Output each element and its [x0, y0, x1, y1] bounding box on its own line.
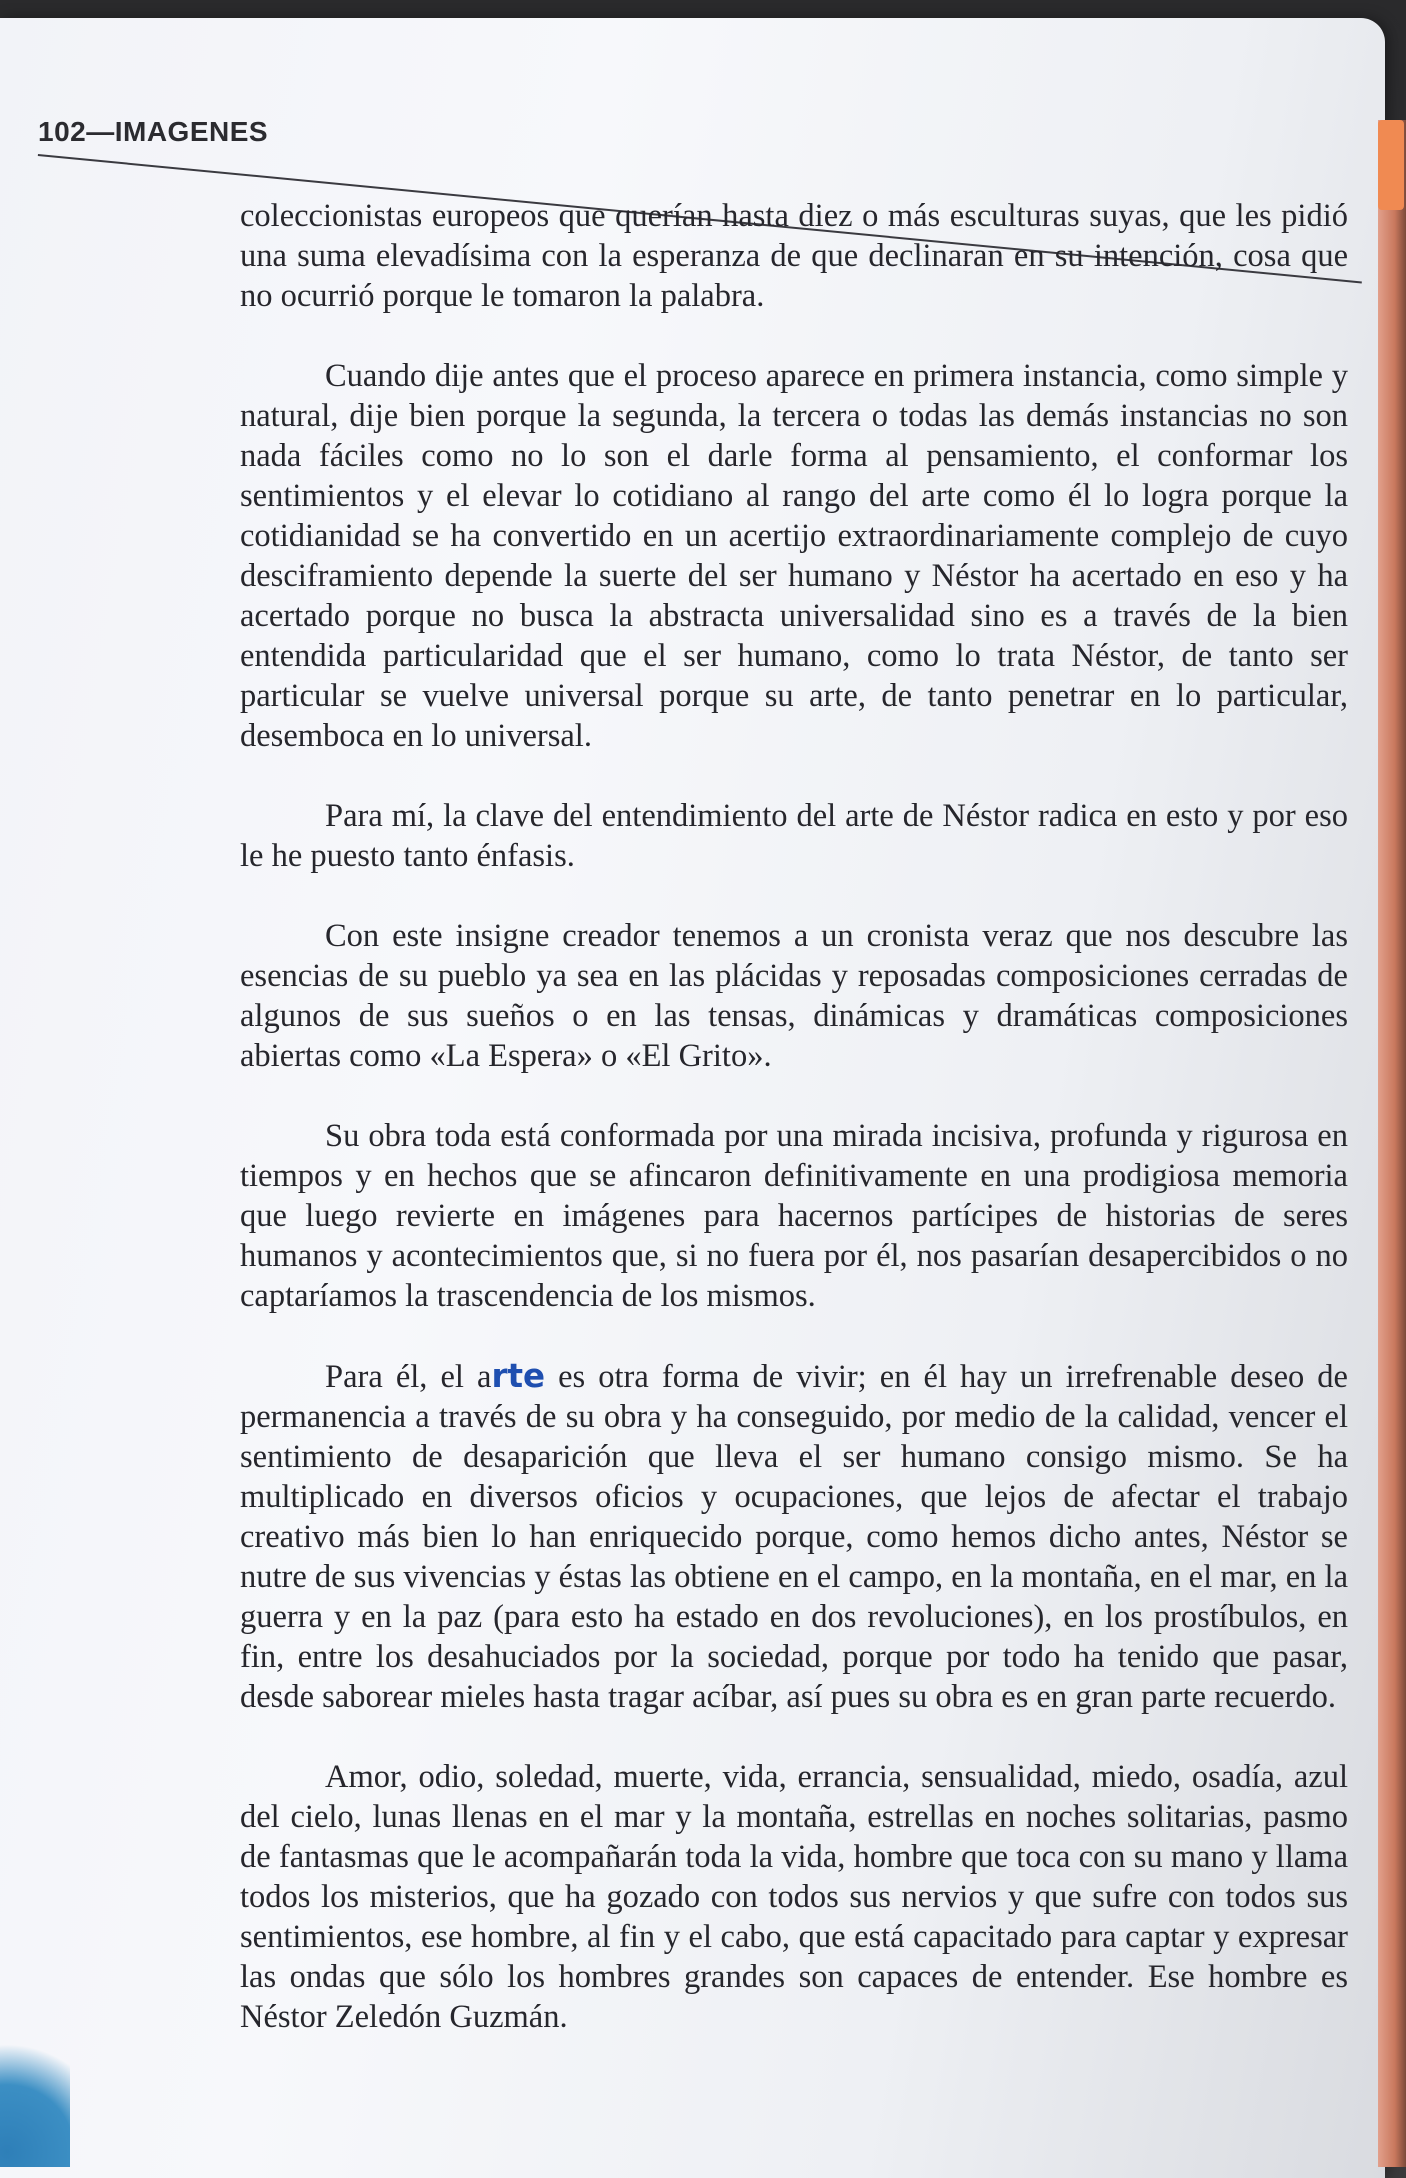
page-edge [1378, 120, 1406, 2167]
book-page [0, 18, 1385, 2178]
paragraph-4: Con este insigne creador tenemos a un cronista veraz que nos descubre las esencias de su pueblo ya sea en las plácidas y reposadas composiciones cerradas de algunos de sus sueños o en las tensas, dinámicas y dramáticas composiciones abiertas como «La Espera» o «El Grito». [240, 918, 1348, 1074]
paragraph-7: Amor, odio, soledad, muerte, vida, errancia, sensualidad, miedo, osadía, azul del cielo, lunas llenas en el mar y la montaña, estrellas en noches solitarias, pasmo de fantasmas que le acompañarán toda la vida, hombre que toca con su mano y llama todos los misterios, que ha gozado con todos sus nervios y que sufre con todos sus sentimientos, ese hombre, al fin y el cabo, que está capacitado para captar y expresar las ondas que sólo los hombres grandes son capaces de entender. Ese hombre es Néstor Zeledón Guzmán. [240, 1759, 1348, 2035]
paragraph-6 [240, 1356, 1348, 1717]
blue-glove [0, 2017, 70, 2167]
bookmark-tab [1378, 120, 1404, 210]
paragraph-2: Cuando dije antes que el proceso aparece en primera instancia, como simple y natural, dije bien porque la segunda, la tercera o todas las demás instancias no son nada fáciles como no lo son el darle forma al pensamiento, el conformar los sentimientos y el elevar lo cotidiano al rango del arte como él lo logra porque la cotidianidad se ha convertido en un acertijo extraordinariamente complejo de cuyo desciframiento depende la suerte del ser humano y Néstor ha acertado en eso y ha acertado porque no busca la abstracta universalidad sino es a través de la bien entendida particularidad que el ser humano, como lo trata Néstor, de tanto ser particular se vuelve universal porque su arte, de tanto penetrar en lo particular, desemboca en lo universal. [240, 358, 1348, 754]
paragraph-6-rest: es otra forma de vivir; en él hay un irrefrenable deseo de permanencia a través de su obra y ha conseguido, por medio de la calidad, vencer el sentimiento de desaparición que lleva el ser humano consigo mismo. Se ha multiplicado en diversos oficios y ocupaciones, que lejos de afectar el trabajo creativo más bien lo han enriquecido porque, como hemos dicho antes, Néstor se nutre de sus vivencias y éstas las obtiene en el campo, en la montaña, en el mar, en la guerra y en la paz (para esto ha estado en dos revoluciones), en los prostíbulos, en fin, entre los desahuciados por la sociedad, porque por todo ha tenido que pasar, desde saborear mieles hasta tragar acíbar, así pues su obra es en gran parte recuerdo. [240, 1359, 1348, 1715]
handwritten-correction: rte [491, 1357, 546, 1395]
paragraph-1: coleccionistas europeos que querían hasta diez o más esculturas suyas, que les pidió una suma elevadísima con la esperanza de que declinaran en su intención, cosa que no ocurrió porque le tomaron la palabra. [240, 198, 1348, 314]
running-head: 102—IMAGENES [38, 116, 269, 147]
paragraph-5: Su obra toda está conformada por una mirada incisiva, profunda y rigurosa en tiempos y en hechos que se afincaron definitivamente en una prodigiosa memoria que luego revierte en imágenes para hacernos partícipes de historias de seres humanos y acontecimientos que, si no fuera por él, nos pasarían desapercibidos o no captaríamos la trascendencia de los mismos. [240, 1118, 1348, 1314]
paragraph-3: Para mí, la clave del entendimiento del arte de Néstor radica en esto y por eso le he puesto tanto énfasis. [240, 798, 1348, 874]
body-text [240, 196, 1348, 2037]
paragraph-6-start: Para él, el a [325, 1359, 492, 1395]
